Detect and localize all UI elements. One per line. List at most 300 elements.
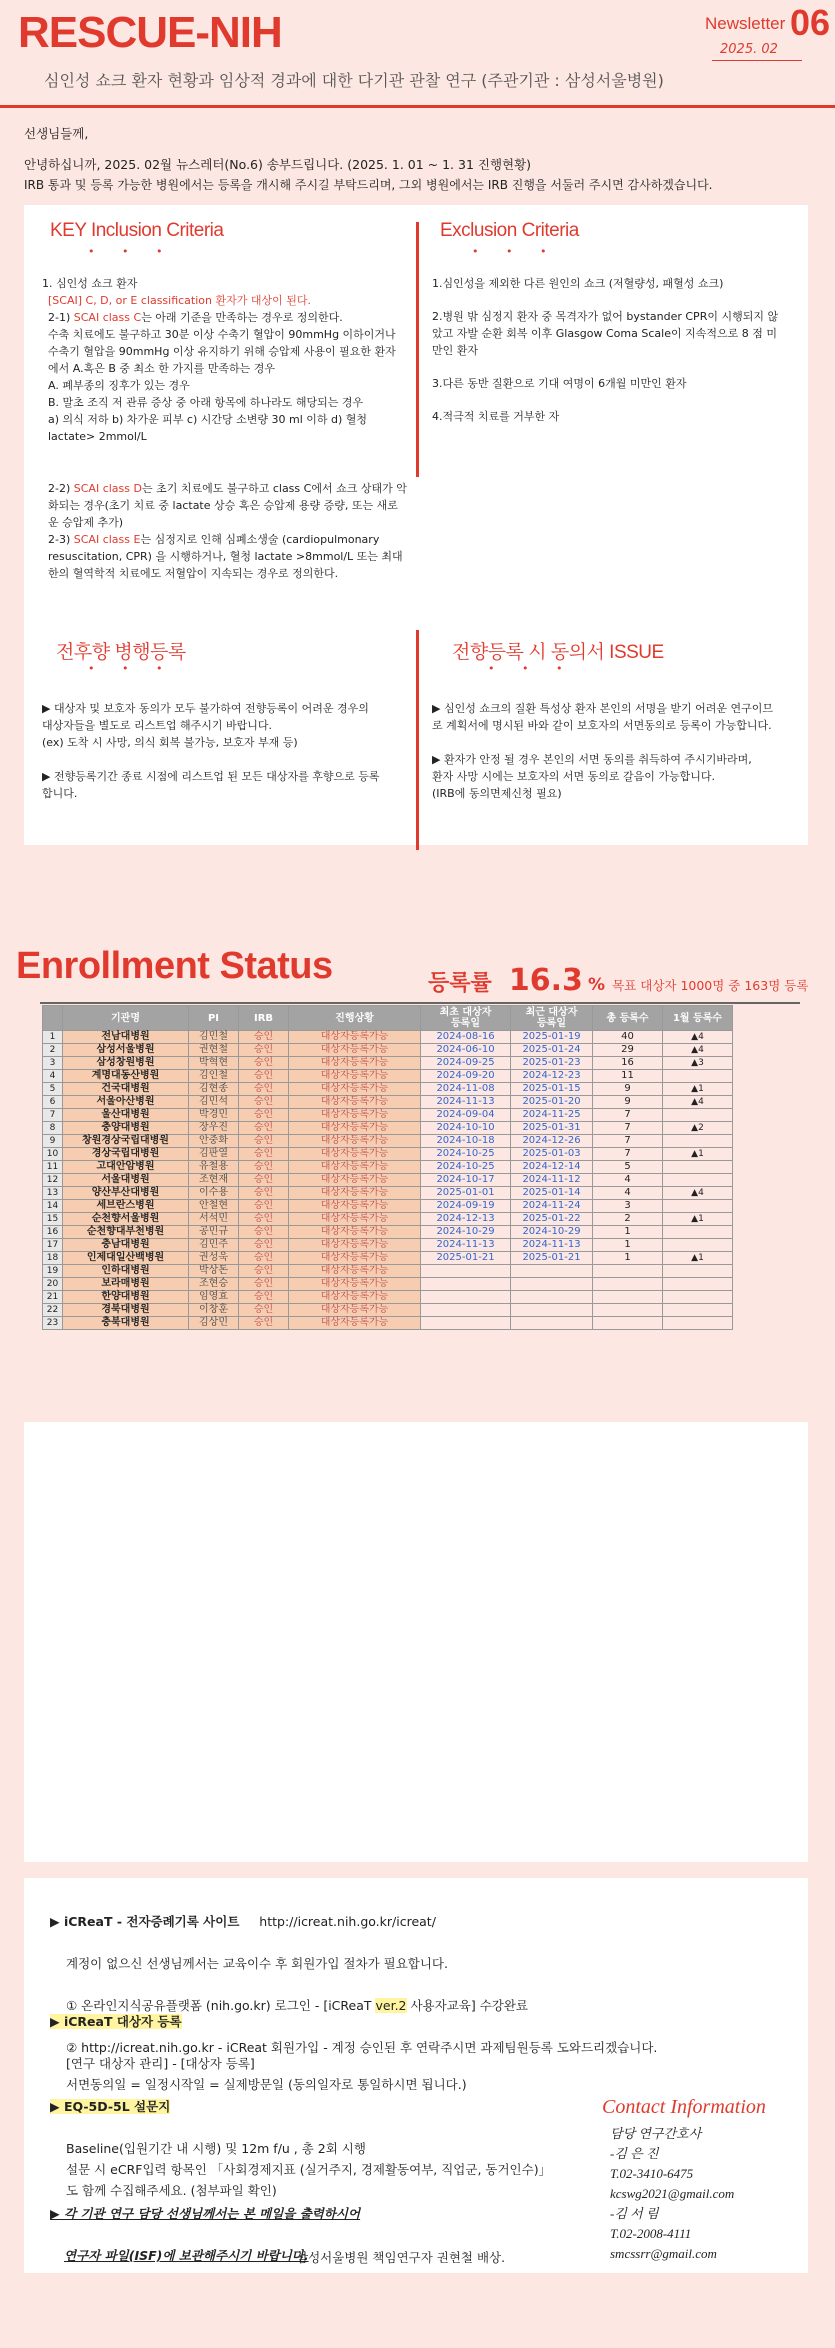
col-header: 총 등록수 xyxy=(593,1006,663,1031)
chart-panel xyxy=(24,1422,808,1862)
table-cell: 유철용 xyxy=(189,1161,239,1174)
table-cell: 충양대병원 xyxy=(63,1122,189,1135)
table-cell xyxy=(421,1265,511,1278)
table-cell xyxy=(421,1304,511,1317)
table-cell: 2025-01-01 xyxy=(421,1187,511,1200)
table-cell xyxy=(511,1304,593,1317)
table-cell xyxy=(593,1291,663,1304)
scai-c-definition: 2-1) SCAI class C는 아래 기준을 만족하는 경우로 정의한다. xyxy=(48,311,343,324)
table-cell: 대상자등록가능 xyxy=(289,1304,421,1317)
table-cell: 4 xyxy=(593,1187,663,1200)
rate-description: 목표 대상자 1000명 중 163명 등록 xyxy=(612,978,809,993)
table-cell: 한양대병원 xyxy=(63,1291,189,1304)
table-cell: 창원경상국립대병원 xyxy=(63,1135,189,1148)
issue-date: 2025. 02 xyxy=(720,42,778,57)
table-cell: 대상자등록가능 xyxy=(289,1057,421,1070)
table-cell xyxy=(663,1226,733,1239)
icreat-step-1: ① 온라인지식공유플랫폼 (nih.go.kr) 로그인 - [iCReaT ver.2 사용자교육] 수강완료 xyxy=(66,1998,528,2013)
table-cell: 대상자등록가능 xyxy=(289,1265,421,1278)
table-cell: 2 xyxy=(43,1044,63,1057)
table-cell: 대상자등록가능 xyxy=(289,1187,421,1200)
table-cell: 김판열 xyxy=(189,1148,239,1161)
table-cell: 대상자등록가능 xyxy=(289,1070,421,1083)
table-row xyxy=(43,1252,733,1265)
scai-d-definition: 2-2) SCAI class D는 초기 치료에도 불구하고 class C에서 쇼크 상태가 악 화되는 경우(초기 치료 중 lactate 상승 혹은 승압제 용량 증량, 또는 새로 운 승압제 추가) xyxy=(48,482,407,529)
table-cell xyxy=(663,1304,733,1317)
table-cell: 삼성창원병원 xyxy=(63,1057,189,1070)
table-cell: 박상돈 xyxy=(189,1265,239,1278)
table-cell: 서석민 xyxy=(189,1213,239,1226)
table-cell xyxy=(593,1304,663,1317)
table-cell: 대상자등록가능 xyxy=(289,1213,421,1226)
exclusion-dots: • • • xyxy=(472,245,559,258)
table-cell: 전남대병원 xyxy=(63,1031,189,1044)
table-cell: 대상자등록가능 xyxy=(289,1135,421,1148)
table-cell: 2024-08-16 xyxy=(421,1031,511,1044)
col-header: 기관명 xyxy=(63,1006,189,1031)
table-cell: 승인 xyxy=(239,1044,289,1057)
table-cell: 승인 xyxy=(239,1291,289,1304)
table-cell: 2024-10-18 xyxy=(421,1135,511,1148)
table-cell: 양산부산대병원 xyxy=(63,1187,189,1200)
col-header: 최근 대상자 등록일 xyxy=(511,1006,593,1031)
retro-title: 전후향 병행등록 xyxy=(56,642,186,663)
table-cell: 1 xyxy=(593,1252,663,1265)
table-row xyxy=(43,1083,733,1096)
eq5d-body: Baseline(입원기간 내 시행) 및 12m f/u , 총 2회 시행 설문 시 eCRF입력 항목인 「사회경제지표 (실거주지, 경제활동여부, 직업군, 동거인수)」 도 함께 수집해주세요. (첨부파일 확인) xyxy=(66,2141,552,2198)
table-cell: 건국대병원 xyxy=(63,1083,189,1096)
issue-number: 06 xyxy=(790,2,831,43)
consent-point-1: ▶ 심인성 쇼크의 질환 특성상 환자 본인의 서명을 받기 어려운 연구이므 로 계획서에 명시된 바와 같이 보호자의 서면동의로 등록이 가능합니다. xyxy=(432,702,773,732)
table-cell: 조현재 xyxy=(189,1174,239,1187)
rate-label: 등록률 xyxy=(428,971,492,996)
table-cell: 2025-01-03 xyxy=(511,1148,593,1161)
table-row xyxy=(43,1161,733,1174)
table-cell: 2024-09-20 xyxy=(421,1070,511,1083)
enrollment-table xyxy=(42,1005,733,1330)
table-cell xyxy=(421,1317,511,1330)
table-cell: 15 xyxy=(43,1213,63,1226)
table-row xyxy=(43,1070,733,1083)
table-cell: 대상자등록가능 xyxy=(289,1317,421,1330)
table-cell: ▲4 xyxy=(663,1044,733,1057)
scai-classification: [SCAI] C, D, or E classification 환자가 대상이 된다. xyxy=(48,294,311,307)
scai-e-definition: 2-3) SCAI class E는 심정지로 인해 심폐소생술 (cardiopulmonary resuscitation, CPR) 을 시행하거나, 혈청 lactate >8mmol/L 또는 최대 한의 혈역학적 치료에도 저혈압이 지속되는 경우로 정의한다. xyxy=(48,533,403,580)
table-cell: 2024-11-13 xyxy=(421,1096,511,1109)
table-cell: 보라매병원 xyxy=(63,1278,189,1291)
table-row xyxy=(43,1291,733,1304)
table-row xyxy=(43,1200,733,1213)
table-cell: 대상자등록가능 xyxy=(289,1291,421,1304)
table-cell: 4 xyxy=(43,1070,63,1083)
table-cell: 승인 xyxy=(239,1265,289,1278)
table-cell: 대상자등록가능 xyxy=(289,1109,421,1122)
rate-value: 16.3 xyxy=(508,963,583,998)
table-cell: 서울대병원 xyxy=(63,1174,189,1187)
table-row xyxy=(43,1044,733,1057)
table-cell: 23 xyxy=(43,1317,63,1330)
icreat-note: 계정이 없으신 선생님께서는 교육이수 후 회원가입 절차가 필요합니다. xyxy=(66,1956,448,1971)
table-cell: 2025-01-31 xyxy=(511,1122,593,1135)
table-cell: 이창훈 xyxy=(189,1304,239,1317)
table-cell: 2024-10-10 xyxy=(421,1122,511,1135)
table-cell: 대상자등록가능 xyxy=(289,1239,421,1252)
table-cell: 세브란스병원 xyxy=(63,1200,189,1213)
table-cell xyxy=(511,1291,593,1304)
table-cell: 2024-06-10 xyxy=(421,1044,511,1057)
header-divider xyxy=(0,105,835,108)
table-cell: 승인 xyxy=(239,1239,289,1252)
table-cell: 11 xyxy=(43,1161,63,1174)
exclusion-item-1: 1.심인성을 제외한 다른 원인의 쇼크 (저혈량성, 패혈성 쇼크) xyxy=(432,277,724,290)
table-cell: 4 xyxy=(593,1174,663,1187)
table-row xyxy=(43,1057,733,1070)
table-cell: 승인 xyxy=(239,1109,289,1122)
table-cell: 승인 xyxy=(239,1304,289,1317)
table-cell: 승인 xyxy=(239,1317,289,1330)
newsletter-label: Newsletter xyxy=(705,14,786,33)
table-cell: 2024-09-19 xyxy=(421,1200,511,1213)
table-cell: 2025-01-14 xyxy=(511,1187,593,1200)
table-row xyxy=(43,1109,733,1122)
table-cell xyxy=(421,1291,511,1304)
table-row xyxy=(43,1096,733,1109)
table-cell: 승인 xyxy=(239,1135,289,1148)
table-cell: 조현승 xyxy=(189,1278,239,1291)
consent-dots: • • • xyxy=(488,662,575,675)
table-row xyxy=(43,1187,733,1200)
table-row xyxy=(43,1135,733,1148)
registration-title: ▶ iCReaT 대상자 등록 xyxy=(50,2014,182,2029)
table-cell: 승인 xyxy=(239,1083,289,1096)
table-cell xyxy=(511,1265,593,1278)
table-cell xyxy=(663,1239,733,1252)
table-cell: 승인 xyxy=(239,1148,289,1161)
table-cell: 권현철 xyxy=(189,1044,239,1057)
table-cell: 22 xyxy=(43,1304,63,1317)
table-cell: 16 xyxy=(43,1226,63,1239)
table-cell: 승인 xyxy=(239,1278,289,1291)
criteria-divider-bottom xyxy=(416,630,419,850)
table-row xyxy=(43,1304,733,1317)
table-cell: 2 xyxy=(593,1213,663,1226)
table-cell: 인제대일산백병원 xyxy=(63,1252,189,1265)
table-cell: 19 xyxy=(43,1265,63,1278)
logo: RESCUE-NIH xyxy=(18,8,282,57)
icreat-site-title: ▶ iCReaT - 전자증례기록 사이트 xyxy=(50,1914,240,1929)
table-cell: ▲1 xyxy=(663,1213,733,1226)
table-cell: 29 xyxy=(593,1044,663,1057)
table-cell: 13 xyxy=(43,1187,63,1200)
inclusion-dots: • • • xyxy=(88,245,175,258)
inclusion-item-1: 1. 심인성 쇼크 환자 xyxy=(42,277,138,290)
table-cell: 9 xyxy=(593,1096,663,1109)
table-cell xyxy=(663,1317,733,1330)
table-cell: 대상자등록가능 xyxy=(289,1174,421,1187)
table-cell: 17 xyxy=(43,1239,63,1252)
table-cell: 충남대병원 xyxy=(63,1239,189,1252)
table-cell: ▲2 xyxy=(663,1122,733,1135)
table-cell: 12 xyxy=(43,1174,63,1187)
exclusion-body xyxy=(432,275,792,425)
table-cell: 2024-12-23 xyxy=(511,1070,593,1083)
table-cell: 2024-11-24 xyxy=(511,1200,593,1213)
consent-body xyxy=(432,700,802,802)
table-cell: 2024-12-14 xyxy=(511,1161,593,1174)
table-cell: ▲3 xyxy=(663,1057,733,1070)
table-row xyxy=(43,1174,733,1187)
table-cell: 임영효 xyxy=(189,1291,239,1304)
inclusion-body-2 xyxy=(42,480,412,582)
table-cell: 2024-11-12 xyxy=(511,1174,593,1187)
table-cell: 계명대동산병원 xyxy=(63,1070,189,1083)
table-cell: 2024-10-25 xyxy=(421,1148,511,1161)
table-cell: 2024-10-29 xyxy=(421,1226,511,1239)
table-cell: 승인 xyxy=(239,1226,289,1239)
table-cell xyxy=(593,1265,663,1278)
table-cell: 7 xyxy=(43,1109,63,1122)
enrollment-chart xyxy=(24,1422,808,1862)
col-header: 최초 대상자 등록일 xyxy=(421,1006,511,1031)
table-cell xyxy=(663,1174,733,1187)
table-cell: 2024-11-08 xyxy=(421,1083,511,1096)
table-row xyxy=(43,1031,733,1044)
isf-notice-line-1: ▶ 각 기관 연구 담당 선생님께서는 본 메일을 출력하시어 xyxy=(50,2206,361,2221)
table-cell: 경상국립대병원 xyxy=(63,1148,189,1161)
table-row xyxy=(43,1278,733,1291)
table-cell: 김현종 xyxy=(189,1083,239,1096)
table-cell: 8 xyxy=(43,1122,63,1135)
table-cell xyxy=(663,1291,733,1304)
table-cell: ▲1 xyxy=(663,1083,733,1096)
greeting-line-1: 안녕하십니까, 2025. 02월 뉴스레터(No.6) 송부드립니다. (2025. 1. 01 ~ 1. 31 진행현황) xyxy=(24,157,532,172)
table-row xyxy=(43,1148,733,1161)
table-cell: 울산대병원 xyxy=(63,1109,189,1122)
table-cell: 5 xyxy=(43,1083,63,1096)
retro-point-1: ▶ 대상자 및 보호자 동의가 모두 불가하여 전향등록이 어려운 경우의 대상자들을 별도로 리스트업 해주시기 바랍니다. (ex) 도착 시 사망, 의식 회복 불가능, 보호자 부재 등) xyxy=(42,702,369,749)
table-cell xyxy=(593,1317,663,1330)
table-cell xyxy=(663,1070,733,1083)
table-cell: 7 xyxy=(593,1109,663,1122)
table-cell: 18 xyxy=(43,1252,63,1265)
table-row xyxy=(43,1122,733,1135)
table-row xyxy=(43,1317,733,1330)
eq5d-title: ▶ EQ-5D-5L 설문지 xyxy=(50,2099,171,2114)
table-cell: 2024-11-13 xyxy=(511,1239,593,1252)
table-cell: 대상자등록가능 xyxy=(289,1083,421,1096)
table-cell: 김민주 xyxy=(189,1239,239,1252)
table-cell: 승인 xyxy=(239,1057,289,1070)
isf-notice-line-2: 연구자 파일(ISF)에 보관해주시기 바랍니다. xyxy=(64,2248,309,2263)
table-cell: ▲4 xyxy=(663,1031,733,1044)
scai-c-criteria: 수축 치료에도 불구하고 30분 이상 수축기 혈압이 90mmHg 이하이거나 수축기 혈압을 90mmHg 이상 유지하기 위해 승압제 사용이 필요한 환자 에서 A.혹은 B 중 최소 한 가지를 만족하는 경우 A. 폐부종의 징후가 있는 경우 B. 말초 조직 저 관류 증상 중 아래 항목에 하나라도 해당되는 경우 a) 의식 저하 b) 차가운 피부 c) 시간당 소변량 30 ml 이하 d) 혈청 lactate> 2mmol/L xyxy=(48,328,396,443)
table-cell: 김인철 xyxy=(189,1070,239,1083)
table-cell: 승인 xyxy=(239,1031,289,1044)
table-cell: 대상자등록가능 xyxy=(289,1226,421,1239)
table-cell: 승인 xyxy=(239,1213,289,1226)
table-cell: 6 xyxy=(43,1096,63,1109)
table-cell: 대상자등록가능 xyxy=(289,1148,421,1161)
consent-point-2: ▶ 환자가 안정 될 경우 본인의 서면 동의를 취득하여 주시기바라며, 환자 사망 시에는 보호자의 서면 동의로 갈음이 가능합니다. (IRB에 동의면제신청 필요) xyxy=(432,753,752,800)
study-subtitle: 심인성 쇼크 환자 현황과 임상적 경과에 대한 다기관 관찰 연구 (주관기관 : 삼성서울병원) xyxy=(44,71,664,90)
table-cell: 7 xyxy=(593,1135,663,1148)
criteria-divider-top xyxy=(416,222,419,477)
table-cell: 김민석 xyxy=(189,1096,239,1109)
table-cell: 1 xyxy=(593,1239,663,1252)
table-cell: 대상자등록가능 xyxy=(289,1278,421,1291)
exclusion-title: Exclusion Criteria xyxy=(440,220,579,241)
contact-title: Contact Information xyxy=(602,2096,766,2118)
table-cell: 2024-11-13 xyxy=(421,1239,511,1252)
col-header: 진행상황 xyxy=(289,1006,421,1031)
icreat-step-2: ② http://icreat.nih.go.kr - iCReat 회원가입 - 계정 승인된 후 연락주시면 과제팀원등록 도와드리겠습니다. xyxy=(66,2040,658,2055)
enrollment-rate xyxy=(428,963,808,998)
table-cell: 2025-01-24 xyxy=(511,1044,593,1057)
table-cell xyxy=(663,1200,733,1213)
table-cell: ▲4 xyxy=(663,1096,733,1109)
retro-point-2: ▶ 전향등록기간 종료 시점에 리스트업 된 모든 대상자를 후향으로 등록 합니다. xyxy=(42,770,380,800)
icreat-site xyxy=(50,1911,610,1932)
retro-dots: • • • xyxy=(88,662,175,675)
col-header: PI xyxy=(189,1006,239,1031)
table-cell xyxy=(663,1135,733,1148)
table-cell: 2024-10-29 xyxy=(511,1226,593,1239)
table-cell: 승인 xyxy=(239,1252,289,1265)
table-cell: 3 xyxy=(593,1200,663,1213)
table-cell xyxy=(593,1278,663,1291)
table-cell: 3 xyxy=(43,1057,63,1070)
table-cell: 21 xyxy=(43,1291,63,1304)
table-cell: 7 xyxy=(593,1122,663,1135)
table-cell: 박혁현 xyxy=(189,1057,239,1070)
table-row xyxy=(43,1226,733,1239)
table-cell: 2024-12-13 xyxy=(421,1213,511,1226)
table-cell: 대상자등록가능 xyxy=(289,1252,421,1265)
table-cell: 승인 xyxy=(239,1070,289,1083)
table-cell: 9 xyxy=(43,1135,63,1148)
table-cell: 순천향대부천병원 xyxy=(63,1226,189,1239)
table-cell: 승인 xyxy=(239,1161,289,1174)
table-row xyxy=(43,1265,733,1278)
table-cell: 2024-11-25 xyxy=(511,1109,593,1122)
table-cell: 2025-01-22 xyxy=(511,1213,593,1226)
table-cell xyxy=(421,1278,511,1291)
exclusion-item-2: 2.병원 밖 심정지 환자 중 목격자가 없어 bystander CPR이 시행되지 않 았고 자발 순환 회복 이후 Glasgow Coma Scale이 지속적으로 8 점 미 만인 환자 xyxy=(432,310,779,357)
inclusion-body xyxy=(42,275,412,445)
col-header: IRB xyxy=(239,1006,289,1031)
greeting-line-2: IRB 통과 및 등록 가능한 병원에서는 등록을 개시해 주시길 부탁드리며, 그외 병원에서는 IRB 진행을 서둘러 주시면 감사하겠습니다. xyxy=(24,178,713,192)
table-cell: 이수용 xyxy=(189,1187,239,1200)
table-cell xyxy=(663,1161,733,1174)
table-row xyxy=(43,1239,733,1252)
table-cell: 9 xyxy=(593,1083,663,1096)
table-cell: 2025-01-20 xyxy=(511,1096,593,1109)
table-cell: 16 xyxy=(593,1057,663,1070)
table-cell: 20 xyxy=(43,1278,63,1291)
table-cell: 안중화 xyxy=(189,1135,239,1148)
table-cell: 충북대병원 xyxy=(63,1317,189,1330)
date-underline xyxy=(712,60,802,61)
table-cell xyxy=(511,1278,593,1291)
table-cell: 고대안암병원 xyxy=(63,1161,189,1174)
table-cell: 2025-01-19 xyxy=(511,1031,593,1044)
table-cell xyxy=(511,1317,593,1330)
table-cell: 14 xyxy=(43,1200,63,1213)
col-header: 1월 등록수 xyxy=(663,1006,733,1031)
table-cell: 대상자등록가능 xyxy=(289,1200,421,1213)
salutation: 선생님들께, xyxy=(24,126,89,141)
retro-body xyxy=(42,700,412,802)
table-cell: 1 xyxy=(43,1031,63,1044)
enrollment-table-wrap xyxy=(42,1005,733,1330)
table-cell: 2025-01-15 xyxy=(511,1083,593,1096)
table-cell: 순천향서울병원 xyxy=(63,1213,189,1226)
table-cell: 대상자등록가능 xyxy=(289,1122,421,1135)
table-cell: 승인 xyxy=(239,1174,289,1187)
table-cell: 2024-09-25 xyxy=(421,1057,511,1070)
table-cell: 11 xyxy=(593,1070,663,1083)
consent-title: 전향등록 시 동의서 ISSUE xyxy=(452,642,664,663)
table-cell: 승인 xyxy=(239,1122,289,1135)
table-cell: 김민철 xyxy=(189,1031,239,1044)
table-cell: 2024-09-04 xyxy=(421,1109,511,1122)
table-cell: 대상자등록가능 xyxy=(289,1044,421,1057)
table-row xyxy=(43,1213,733,1226)
table-cell: 1 xyxy=(593,1226,663,1239)
table-cell: 권성욱 xyxy=(189,1252,239,1265)
table-cell: 장우진 xyxy=(189,1122,239,1135)
exclusion-item-3: 3.다른 동반 질환으로 기대 여명이 6개월 미만인 환자 xyxy=(432,377,687,390)
table-cell: 2025-01-21 xyxy=(421,1252,511,1265)
signature: 삼성서울병원 책임연구자 권현철 배상. xyxy=(296,2250,506,2265)
table-cell: 2024-12-26 xyxy=(511,1135,593,1148)
table-cell: 박경민 xyxy=(189,1109,239,1122)
table-cell: 2024-10-25 xyxy=(421,1161,511,1174)
table-cell: 김상민 xyxy=(189,1317,239,1330)
table-cell: 공민규 xyxy=(189,1226,239,1239)
table-cell: ▲1 xyxy=(663,1148,733,1161)
table-cell: 승인 xyxy=(239,1187,289,1200)
exclusion-item-4: 4.적극적 치료를 거부한 자 xyxy=(432,410,560,423)
table-cell: 대상자등록가능 xyxy=(289,1096,421,1109)
table-cell xyxy=(663,1265,733,1278)
table-cell: 경북대병원 xyxy=(63,1304,189,1317)
table-cell: 승인 xyxy=(239,1096,289,1109)
table-cell xyxy=(663,1109,733,1122)
table-cell: 10 xyxy=(43,1148,63,1161)
table-cell: 대상자등록가능 xyxy=(289,1161,421,1174)
table-cell: 서울아산병원 xyxy=(63,1096,189,1109)
table-top-rule xyxy=(40,1002,800,1004)
col-header-no xyxy=(43,1006,63,1031)
enrollment-title: Enrollment Status xyxy=(16,945,333,987)
registration-body: [연구 대상자 관리] - [대상자 등록] 서면동의일 = 일정시작일 = 실제방문일 (동의일자로 통일하시면 됩니다.) xyxy=(66,2056,467,2092)
table-cell: 대상자등록가능 xyxy=(289,1031,421,1044)
table-cell: 안철현 xyxy=(189,1200,239,1213)
inclusion-title: KEY Inclusion Criteria xyxy=(50,220,224,241)
table-cell xyxy=(663,1278,733,1291)
rate-unit: % xyxy=(587,975,606,995)
table-cell: ▲1 xyxy=(663,1252,733,1265)
table-cell: 2025-01-23 xyxy=(511,1057,593,1070)
icreat-link[interactable]: http://icreat.nih.go.kr/icreat/ xyxy=(259,1914,436,1929)
table-cell: 2025-01-21 xyxy=(511,1252,593,1265)
contact-body: 담당 연구간호사 -김 은 진 T.02-3410-6475 kcswg2021@gmail.com -김 서 림 T.02-2008-4111 smcssrr@gmail.com xyxy=(610,2126,735,2261)
table-cell: ▲4 xyxy=(663,1187,733,1200)
table-cell: 5 xyxy=(593,1161,663,1174)
table-cell: 인하대병원 xyxy=(63,1265,189,1278)
isf-notice xyxy=(50,2182,610,2287)
